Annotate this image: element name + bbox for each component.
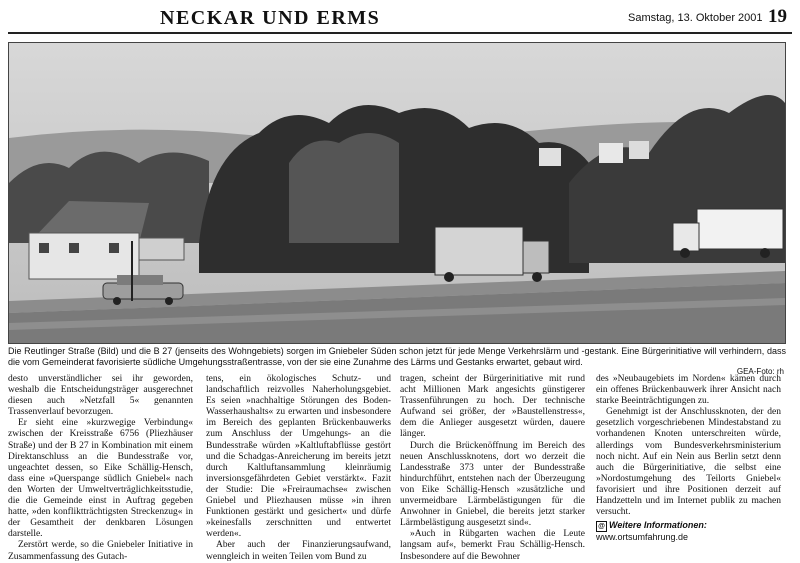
page-number: 19 [768, 6, 787, 27]
paragraph: tragen, scheint der Bürgerinitiative mit rund acht Millionen Mark angesichts günstigerer Trassenführungen zu hoch. Der technische Aufwand sei größer, der »Baustellenstress«, dem die Anlieger ausgesetzt würden, dauere länger. [400, 374, 585, 440]
more-info-box [596, 520, 781, 532]
photo-illustration [9, 43, 785, 343]
page-header [0, 0, 800, 34]
paragraph: Durch die Brückenöffnung im Bereich des neuen Anschlussknotens, dort wo derzeit die Landesstraße 373 unter der Bundesstraße hindurchführt, entstehen nach der Überzeugung von Eike Schällig-Hensch »zusätzliche und unvermeidbare Lärmbelästigungen für die Anwohner in Gniebel, die bereits jetzt starker Lärmbelästigung ausgesetzt sind«. [400, 440, 585, 529]
header-rule [8, 32, 792, 34]
issue-date: Samstag, 13. Oktober 2001 [628, 12, 763, 24]
paragraph: des »Neubaugebiets im Norden« kämen durch ein offenes Brückenbauwerk ihrer Ansicht nach starke Beeinträchtigungen zu. [596, 374, 781, 407]
website-link[interactable]: www.ortsumfahrung.de [596, 532, 689, 543]
photo-caption: Die Reutlinger Straße (Bild) und die B 27 (jenseits des Wohngebiets) sorgen im Gniebeler Süden schon jetzt für jede Menge Verkehrslärm und -gestank. Eine Bürgerinitiative will verhindern, dass die vom Gemeinderat favorisierte südliche Umgehungsstraßentrasse, von der sie eine Zunahme des Lärms und Gestanks erwartet, gebaut wird. [8, 346, 786, 367]
paragraph: Aber auch der Finanzierungsaufwand, wenngleich in weiten Teilen vom Bund zu [206, 540, 391, 562]
article-column-2 [206, 374, 391, 563]
article-column-4 [596, 374, 781, 543]
article-column-3 [400, 374, 585, 563]
paragraph: Er sieht eine »kurzwegige Verbindung« zwischen der Kreisstraße 6756 (Pliezhäuser Straße) und der B 27 in Kombination mit einem Direktanschluss an die Bundesstraße vor, ungeachtet dessen, so Eike Schällig-Hensch, dass eine »Querspange südlich Gniebel« nach den Worten der Umweltverträglichkeitsstudie, die die Gemeinde einst in Auftrag gegeben hatte, »den konfliktträchtigsten Streckenzug« in der Gesamtheit der denkbaren Lösungen darstelle. [8, 418, 193, 540]
photo-credit: GEA-Foto: rh [736, 367, 784, 376]
section-title: NECKAR UND ERMS [160, 7, 381, 29]
paragraph: Zerstört werde, so die Gniebeler Initiative in Zusammenfassung des Gutach- [8, 540, 193, 562]
paragraph: desto unverständlicher sei ihr geworden, weshalb die Entscheidungsträger ausgerechnet diesen auch »Netzfall 5« genannten Trassenverlauf bevorzugen. [8, 374, 193, 418]
news-photo [8, 42, 786, 344]
more-info-label: Weitere Informationen: [609, 520, 707, 531]
paragraph: Genehmigt ist der Anschlussknoten, der den gesetzlich vorgeschriebenen Mindestabstand zu vorhandenen Knoten unterschreiten würde, allerdings vom Bundesverkehrsministerium noch nicht. Auf ein Nein aus Berlin setzt denn auch die Bürgerinitiative, die selbst eine »Nordostumgehung des Teilorts Gniebel« favorisiert und ihre Positionen derzeit auf Handzetteln und im Internet publik zu machen versucht. [596, 407, 781, 518]
paragraph: »Auch in Rübgarten wachen die Leute langsam auf«, bemerkt Frau Schällig-Hensch. Insbesondere auf die Bewohner [400, 529, 585, 562]
info-mark-icon: @ [596, 521, 607, 532]
paragraph: tens, ein ökologisches Schutz- und landschaftlich reizvolles Naherholungsgebiet. Es seien »nachhaltige Störungen des Boden-Wasserhaushalts« zu erwarten und insbesondere im Bereich des geplanten Brückenbauwerks zum Anschluss der Umgehungs- an die Bundesstraße würden »Kaltluftabflüsse gestört und die Schadgas-Anreicherung im bereits jetzt durch Kaltluftansammlung kleinräumig inversionsgefährdeten Gebiet verstärkt«. Fazit der Studie: Die »Freiraumachse« zwischen Gniebel und Pliezhausen müsse »in ihren Funktionen gestärkt und gesichert« und dürfe »keinesfalls zerschnitten und entwertet werden«. [206, 374, 391, 540]
article-column-1 [8, 374, 193, 563]
